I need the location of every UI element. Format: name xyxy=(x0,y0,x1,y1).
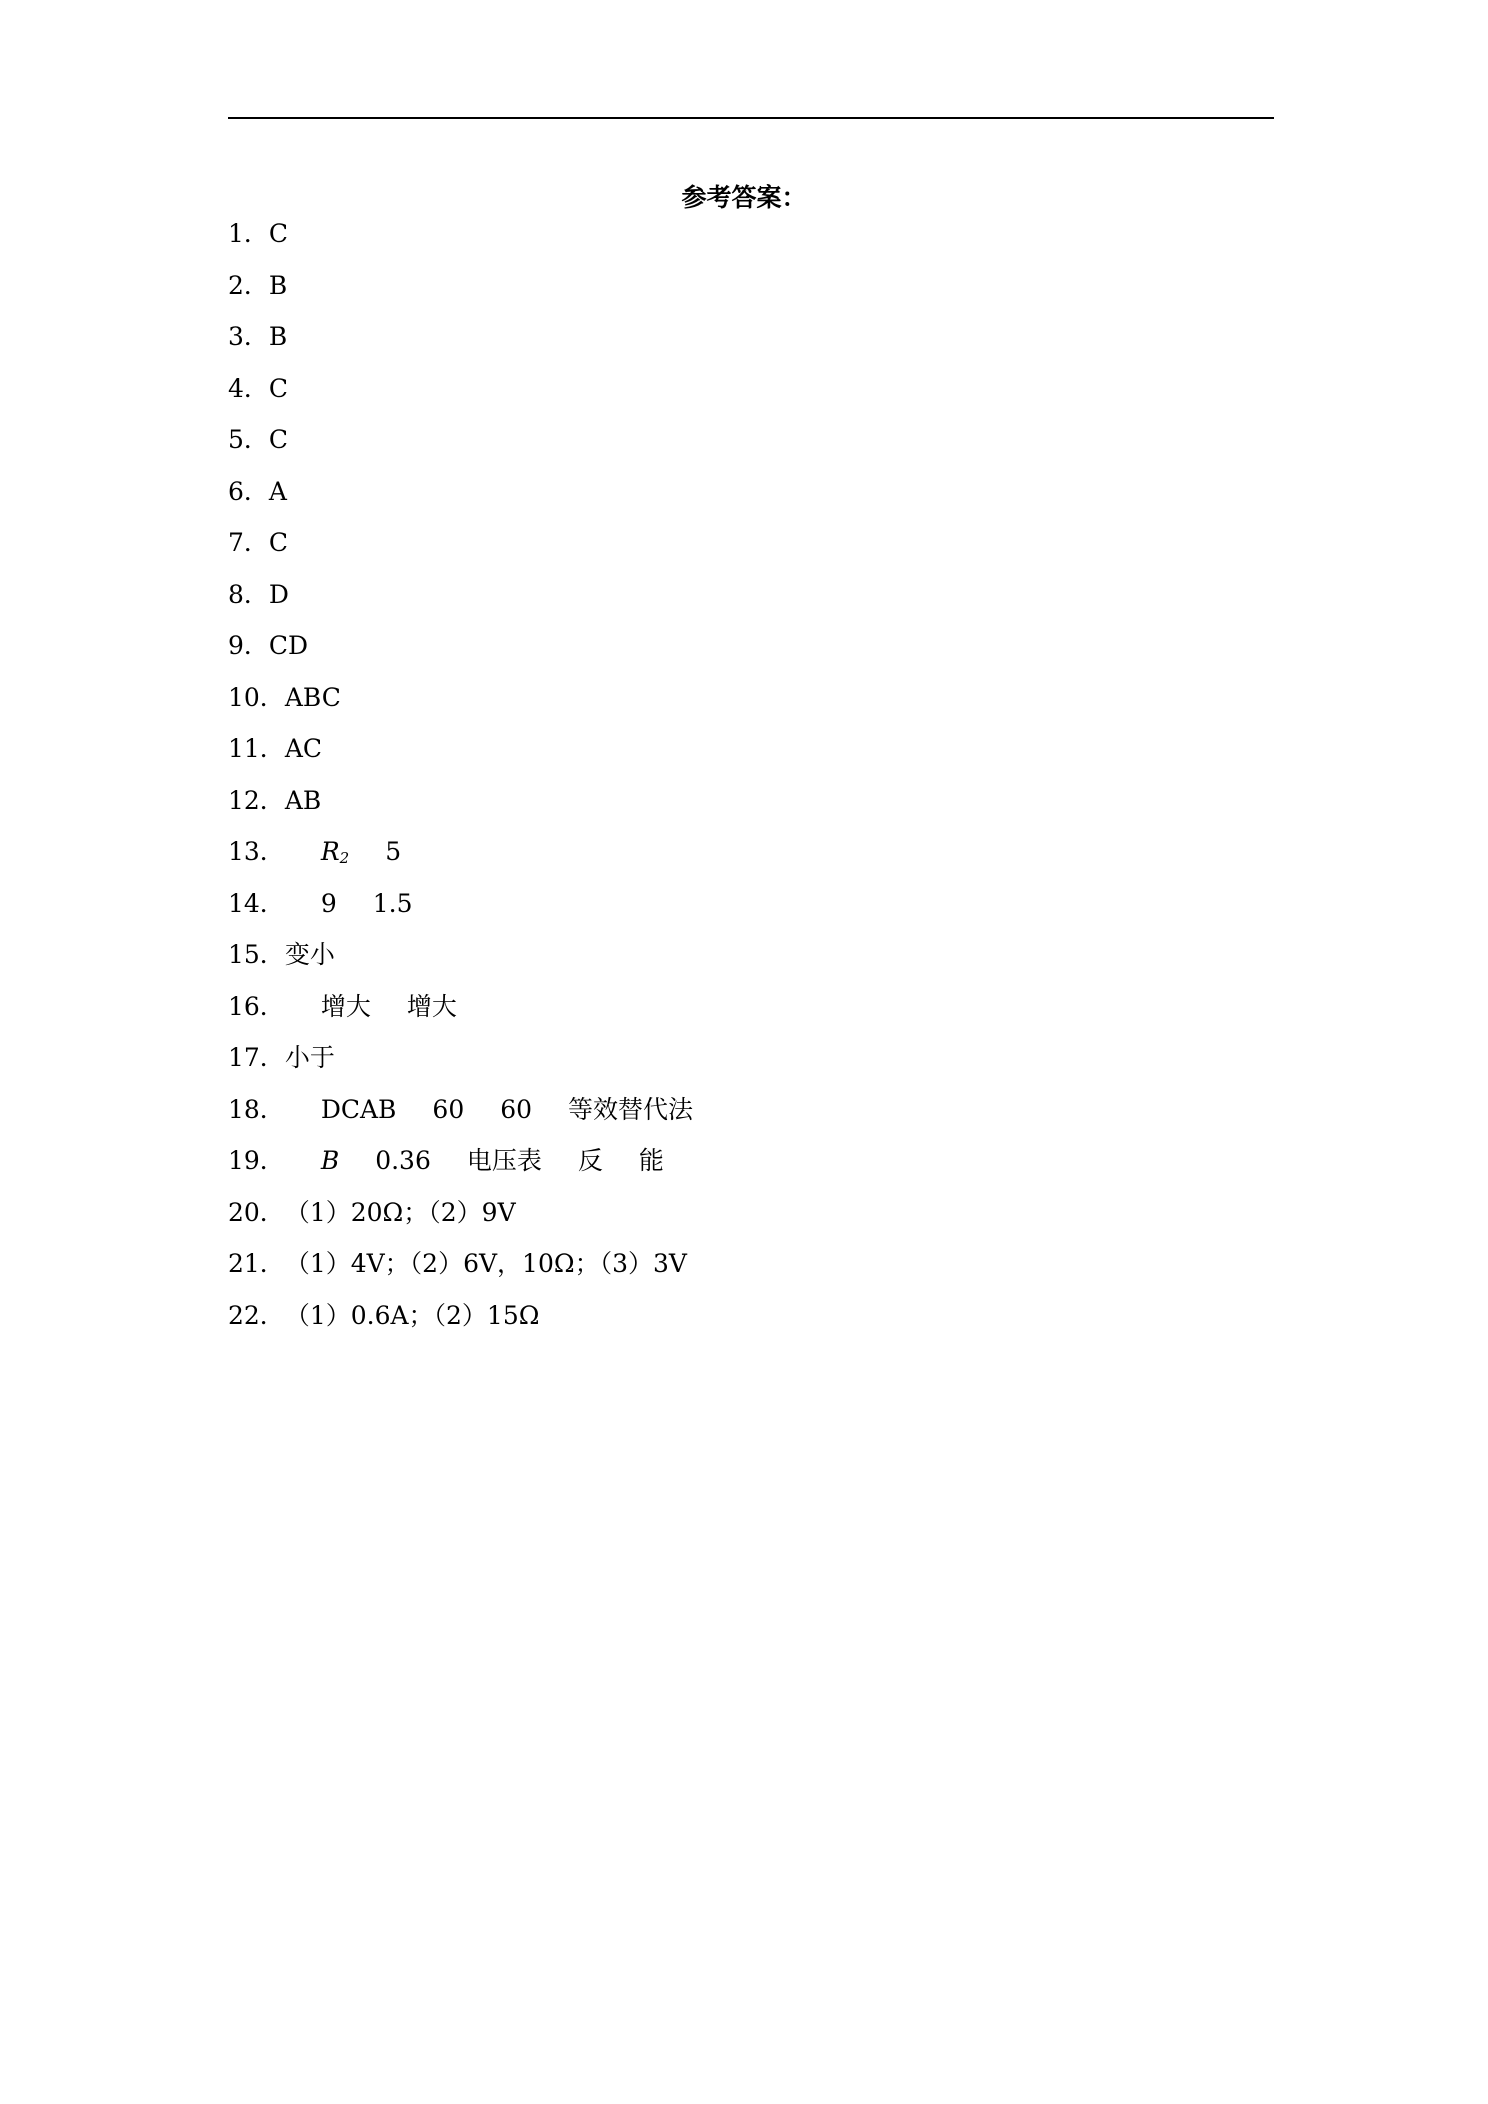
answer-number: 1． xyxy=(228,219,269,248)
answer-blank: B xyxy=(320,1146,340,1175)
answer-blanks xyxy=(285,834,437,876)
answer-item xyxy=(228,474,1274,526)
answer-blank: 5 xyxy=(385,837,402,866)
answer-blank: 等效替代法 xyxy=(568,1094,694,1124)
answer-number: 4． xyxy=(228,373,269,403)
answer-text: B xyxy=(268,322,288,351)
answer-item xyxy=(228,268,1274,320)
answer-item xyxy=(228,1195,1274,1247)
answer-number: 9． xyxy=(228,631,269,660)
answer-number: 18． xyxy=(228,1094,285,1124)
answer-number: 16． xyxy=(228,991,285,1021)
answer-item xyxy=(228,1143,1274,1195)
answer-item xyxy=(228,886,1274,938)
answer-item xyxy=(228,731,1274,783)
answer-number: 15． xyxy=(228,940,285,969)
variable-symbol: R xyxy=(320,837,340,866)
answer-item xyxy=(228,319,1274,371)
answer-blank: 电压表 xyxy=(466,1146,542,1175)
answer-item xyxy=(228,1040,1274,1092)
answer-blank: 9 xyxy=(320,888,337,918)
answer-blank: 反 xyxy=(577,1146,603,1175)
answer-text: ABC xyxy=(284,682,341,712)
answer-text: C xyxy=(268,373,289,403)
answer-number: 13． xyxy=(228,837,285,866)
answer-blank: 增大 xyxy=(320,991,371,1021)
answer-text: （1）0.6A；（2）15Ω xyxy=(284,1300,540,1330)
answer-text: C xyxy=(268,425,289,454)
answer-blank: 增大 xyxy=(406,991,457,1021)
answer-blank xyxy=(321,834,349,876)
answer-text: C xyxy=(268,219,289,248)
answer-text: C xyxy=(268,528,289,557)
answer-item xyxy=(228,834,1274,886)
answer-blanks xyxy=(285,1143,700,1179)
answer-number: 11． xyxy=(228,734,285,763)
answer-text: 变小 xyxy=(284,940,335,969)
answer-item xyxy=(228,216,1274,268)
answer-item xyxy=(228,937,1274,989)
answer-blank: 0.36 xyxy=(375,1146,431,1175)
answer-item xyxy=(228,680,1274,732)
answer-item xyxy=(228,1298,1274,1350)
answer-blanks xyxy=(285,989,493,1025)
answer-number: 8． xyxy=(228,579,269,609)
answer-number: 19． xyxy=(228,1146,285,1175)
answer-item xyxy=(228,1092,1274,1144)
answer-blanks xyxy=(285,886,449,922)
answer-number: 2． xyxy=(228,270,269,300)
variable-subscript: 2 xyxy=(339,849,350,867)
answer-list xyxy=(228,216,1274,1349)
answer-number: 20． xyxy=(228,1197,285,1227)
answer-text: CD xyxy=(268,631,309,660)
answer-blank: 60 xyxy=(432,1094,465,1124)
answer-blank: 能 xyxy=(638,1146,664,1175)
answer-number: 12． xyxy=(228,785,285,815)
answer-blank: 1.5 xyxy=(372,888,413,918)
answer-text: D xyxy=(268,579,289,609)
answer-text: AB xyxy=(284,785,322,815)
answer-text: B xyxy=(268,270,288,300)
answer-blank: DCAB xyxy=(320,1094,397,1124)
answer-text: （1）20Ω；（2）9V xyxy=(284,1197,516,1227)
answer-item xyxy=(228,422,1274,474)
answer-item xyxy=(228,525,1274,577)
answer-number: 17． xyxy=(228,1043,285,1072)
answer-number: 21． xyxy=(228,1249,285,1278)
answer-text: A xyxy=(268,476,287,506)
answer-text: AC xyxy=(284,734,322,763)
answer-item xyxy=(228,628,1274,680)
answer-item xyxy=(228,1246,1274,1298)
answer-number: 22． xyxy=(228,1300,285,1330)
page-title: 参考答案： xyxy=(681,183,807,212)
answer-number: 10． xyxy=(228,682,285,712)
answer-number: 14． xyxy=(228,888,285,918)
answer-number: 6． xyxy=(228,476,269,506)
answer-item xyxy=(228,783,1274,835)
answer-item xyxy=(228,577,1274,629)
answer-number: 3． xyxy=(228,322,269,351)
header-rule xyxy=(228,117,1274,119)
answer-item xyxy=(228,371,1274,423)
answer-text: （1）4V；（2）6V，10Ω；（3）3V xyxy=(284,1249,687,1278)
answer-blank: 60 xyxy=(500,1094,533,1124)
answer-text: 小于 xyxy=(284,1043,335,1072)
answer-number: 5． xyxy=(228,425,269,454)
answer-number: 7． xyxy=(228,528,269,557)
answer-item xyxy=(228,989,1274,1041)
answer-blanks xyxy=(285,1092,729,1128)
